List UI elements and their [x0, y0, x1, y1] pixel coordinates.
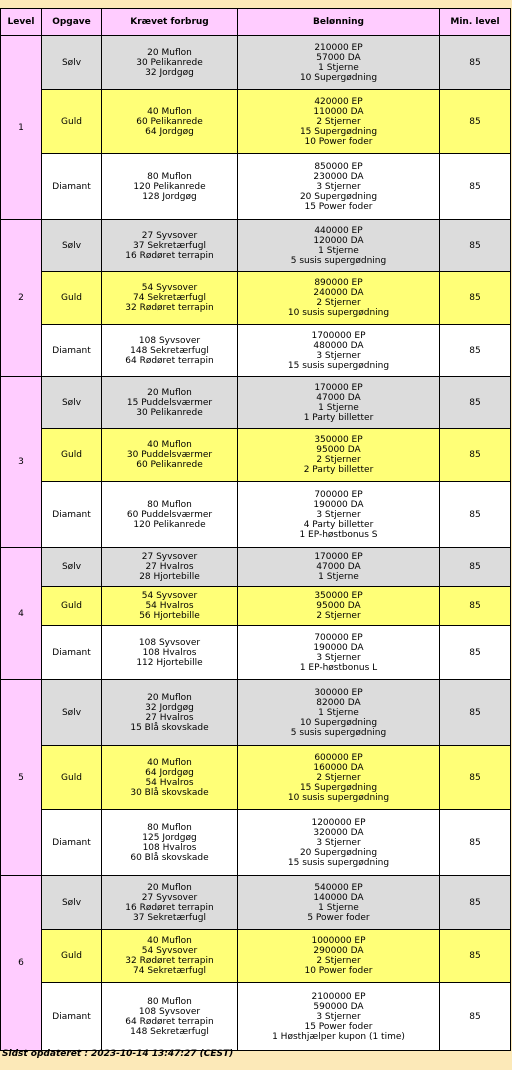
- requirement-item: 27 Hvalros: [145, 712, 194, 723]
- requirement-item: 125 Jordgøg: [142, 832, 197, 843]
- kraevet-forbrug-cell: [102, 680, 238, 746]
- reward-item: 350000 EP: [314, 591, 363, 601]
- reward-item: 1000000 EP: [311, 936, 366, 946]
- reward-item: 20 Supergødning: [299, 847, 378, 858]
- reward-item: 1 Høsthjælper kupon (1 time): [272, 1031, 405, 1042]
- requirement-item: 60 Pelikanrede: [136, 460, 203, 470]
- requirement-item: 20 Muflon: [147, 882, 192, 893]
- requirement-item: 120 Pelikanrede: [133, 519, 206, 530]
- reward-item: 47000 DA: [316, 392, 361, 403]
- reward-item: 480000 DA: [313, 340, 364, 351]
- requirement-item: 64 Rødøret terrapin: [125, 1016, 214, 1027]
- requirement-item: 60 Blå skovskade: [130, 852, 209, 863]
- requirement-item: 30 Pelikanrede: [136, 57, 203, 68]
- table-row: [1, 377, 511, 429]
- requirement-item: 30 Puddelsværmer: [126, 450, 213, 460]
- kraevet-forbrug-cell: [102, 377, 238, 429]
- requirement-item: 148 Sekretærfugl: [130, 1026, 209, 1037]
- reward-item: 1 EP-høstbonus L: [299, 662, 378, 673]
- belonning-cell: [238, 680, 440, 746]
- belonning-cell: [238, 220, 440, 272]
- belonning-cell: [238, 377, 440, 429]
- requirement-item: 27 Syvsover: [141, 892, 198, 903]
- requirement-item: 40 Muflon: [147, 440, 192, 450]
- requirement-item: 37 Sekretærfugl: [133, 912, 206, 923]
- min-level-cell: 85: [440, 325, 511, 377]
- requirement-item: 74 Sekretærfugl: [133, 966, 206, 976]
- reward-item: 2100000 EP: [311, 991, 366, 1002]
- table-row: [1, 429, 511, 482]
- requirement-item: 80 Muflon: [147, 171, 192, 182]
- header-kraevet-forbrug: Krævet forbrug: [102, 9, 238, 36]
- opgave-cell: Diamant: [42, 154, 102, 220]
- min-level-cell: 85: [440, 746, 511, 810]
- reward-item: 5 Power foder: [307, 912, 370, 923]
- requirement-item: 80 Muflon: [147, 822, 192, 833]
- reward-item: 160000 DA: [313, 762, 364, 773]
- requirement-item: 64 Rødøret terrapin: [125, 355, 214, 366]
- min-level-cell: 85: [440, 626, 511, 680]
- reward-item: 3 Stjerner: [316, 350, 361, 361]
- opgave-cell: Sølv: [42, 680, 102, 746]
- belonning-cell: [238, 154, 440, 220]
- reward-item: 15 Supergødning: [299, 126, 378, 137]
- requirement-item: 20 Muflon: [147, 47, 192, 58]
- reward-item: 10 susis supergødning: [287, 308, 390, 318]
- reward-item: 3 Stjerner: [316, 509, 361, 520]
- level-cell: 1: [1, 36, 42, 220]
- reward-item: 10 Supergødning: [299, 717, 378, 728]
- requirement-item: 30 Pelikanrede: [136, 407, 203, 418]
- level-cell: 4: [1, 548, 42, 680]
- opgave-cell: Sølv: [42, 548, 102, 587]
- reward-item: 890000 EP: [314, 278, 363, 288]
- belonning-cell: [238, 36, 440, 90]
- requirement-item: 80 Muflon: [147, 499, 192, 510]
- reward-item: 440000 EP: [314, 225, 363, 236]
- kraevet-forbrug-cell: [102, 746, 238, 810]
- requirement-item: 108 Syvsover: [138, 335, 201, 346]
- opgave-cell: Guld: [42, 272, 102, 325]
- level-cell: 5: [1, 680, 42, 876]
- reward-item: 15 susis supergødning: [287, 857, 390, 868]
- table-row: [1, 325, 511, 377]
- reward-item: 1200000 EP: [311, 817, 366, 828]
- requirement-item: 108 Syvsover: [138, 637, 201, 648]
- belonning-cell: [238, 876, 440, 930]
- reward-item: 290000 DA: [313, 946, 364, 956]
- header-min-level: Min. level: [440, 9, 511, 36]
- reward-item: 230000 DA: [313, 171, 364, 182]
- requirement-item: 128 Jordgøg: [142, 191, 197, 202]
- table-row: [1, 36, 511, 90]
- belonning-cell: [238, 983, 440, 1051]
- requirement-item: 20 Muflon: [147, 692, 192, 703]
- requirement-item: 148 Sekretærfugl: [130, 345, 209, 356]
- kraevet-forbrug-cell: [102, 876, 238, 930]
- reward-item: 300000 EP: [314, 687, 363, 698]
- opgave-cell: Diamant: [42, 983, 102, 1051]
- min-level-cell: 85: [440, 272, 511, 325]
- reward-item: 10 susis supergødning: [287, 792, 390, 803]
- kraevet-forbrug-cell: [102, 90, 238, 154]
- header-row: [1, 9, 511, 36]
- reward-item: 2 Stjerner: [316, 956, 361, 966]
- reward-item: 10 Supergødning: [299, 72, 378, 83]
- requirement-item: 56 Hjortebille: [139, 611, 200, 621]
- opgave-cell: Sølv: [42, 220, 102, 272]
- min-level-cell: 85: [440, 36, 511, 90]
- requirement-item: 60 Pelikanrede: [136, 116, 203, 127]
- requirement-item: 54 Syvsover: [141, 591, 198, 601]
- opgave-cell: Guld: [42, 746, 102, 810]
- reward-item: 95000 DA: [316, 601, 361, 611]
- table-body: [1, 36, 511, 1051]
- opgave-cell: Diamant: [42, 325, 102, 377]
- last-updated: Sidst opdateret : 2023-10-14 13:47:27 (CEST): [2, 1049, 234, 1059]
- table-row: [1, 220, 511, 272]
- reward-item: 110000 DA: [313, 106, 364, 117]
- requirement-item: 54 Syvsover: [141, 946, 198, 956]
- level-cell: 2: [1, 220, 42, 377]
- table-row: [1, 680, 511, 746]
- kraevet-forbrug-cell: [102, 930, 238, 983]
- belonning-cell: [238, 930, 440, 983]
- belonning-cell: [238, 746, 440, 810]
- reward-item: 3 Stjerner: [316, 1011, 361, 1022]
- reward-item: 700000 EP: [314, 489, 363, 500]
- kraevet-forbrug-cell: [102, 810, 238, 876]
- requirement-item: 27 Syvsover: [141, 552, 198, 562]
- belonning-cell: [238, 587, 440, 626]
- reward-item: 170000 EP: [314, 552, 363, 562]
- reward-item: 15 susis supergødning: [287, 360, 390, 371]
- reward-item: 2 Stjerner: [316, 455, 361, 465]
- requirement-item: 32 Rødøret terrapin: [125, 303, 214, 313]
- requirement-item: 54 Hvalros: [145, 601, 194, 611]
- opgave-cell: Guld: [42, 429, 102, 482]
- header-belonning: Belønning: [238, 9, 440, 36]
- belonning-cell: [238, 429, 440, 482]
- min-level-cell: 85: [440, 90, 511, 154]
- reward-item: 2 Stjerner: [316, 298, 361, 308]
- requirement-item: 40 Muflon: [147, 936, 192, 946]
- reward-item: 95000 DA: [316, 445, 361, 455]
- opgave-cell: Guld: [42, 930, 102, 983]
- reward-item: 1 Party billetter: [303, 412, 374, 423]
- reward-item: 5 susis supergødning: [290, 727, 387, 738]
- belonning-cell: [238, 325, 440, 377]
- table-row: [1, 548, 511, 587]
- requirement-item: 16 Rødøret terrapin: [125, 902, 214, 913]
- min-level-cell: 85: [440, 930, 511, 983]
- kraevet-forbrug-cell: [102, 36, 238, 90]
- requirement-item: 64 Jordgøg: [145, 126, 194, 137]
- requirement-item: 40 Muflon: [147, 106, 192, 117]
- opgave-cell: Sølv: [42, 36, 102, 90]
- level-cell: 6: [1, 876, 42, 1051]
- reward-item: 1700000 EP: [311, 330, 366, 341]
- opgave-cell: Guld: [42, 587, 102, 626]
- table-row: [1, 876, 511, 930]
- reward-item: 1 Stjerne: [318, 707, 359, 718]
- reward-item: 700000 EP: [314, 632, 363, 643]
- requirement-item: 108 Hvalros: [142, 842, 197, 853]
- min-level-cell: 85: [440, 680, 511, 746]
- min-level-cell: 85: [440, 220, 511, 272]
- min-level-cell: 85: [440, 482, 511, 548]
- reward-item: 1 Stjerne: [318, 62, 359, 73]
- reward-item: 15 Power foder: [304, 201, 373, 212]
- reward-item: 2 Party billetter: [303, 465, 374, 475]
- reward-item: 47000 DA: [316, 562, 361, 572]
- reward-item: 1 EP-høstbonus S: [299, 529, 378, 540]
- reward-item: 2 Stjerner: [316, 772, 361, 783]
- kraevet-forbrug-cell: [102, 272, 238, 325]
- reward-item: 850000 EP: [314, 161, 363, 172]
- kraevet-forbrug-cell: [102, 548, 238, 587]
- rewards-table: [0, 8, 511, 1051]
- belonning-cell: [238, 810, 440, 876]
- kraevet-forbrug-cell: [102, 154, 238, 220]
- header-level: Level: [1, 9, 42, 36]
- min-level-cell: 85: [440, 587, 511, 626]
- reward-item: 4 Party billetter: [303, 519, 374, 530]
- kraevet-forbrug-cell: [102, 983, 238, 1051]
- kraevet-forbrug-cell: [102, 587, 238, 626]
- kraevet-forbrug-cell: [102, 325, 238, 377]
- table-row: [1, 983, 511, 1051]
- min-level-cell: 85: [440, 983, 511, 1051]
- min-level-cell: 85: [440, 429, 511, 482]
- reward-item: 190000 DA: [313, 499, 364, 510]
- opgave-cell: Sølv: [42, 377, 102, 429]
- requirement-item: 112 Hjortebille: [136, 657, 203, 668]
- belonning-cell: [238, 626, 440, 680]
- requirement-item: 54 Hvalros: [145, 777, 194, 788]
- requirement-item: 32 Jordgøg: [145, 67, 194, 78]
- level-cell: 3: [1, 377, 42, 548]
- min-level-cell: 85: [440, 548, 511, 587]
- table-row: [1, 587, 511, 626]
- requirement-item: 74 Sekretærfugl: [133, 293, 206, 303]
- opgave-cell: Diamant: [42, 626, 102, 680]
- reward-item: 10 Power foder: [304, 966, 373, 976]
- table-row: [1, 810, 511, 876]
- reward-item: 590000 DA: [313, 1001, 364, 1012]
- reward-item: 15 Supergødning: [299, 782, 378, 793]
- kraevet-forbrug-cell: [102, 626, 238, 680]
- min-level-cell: 85: [440, 154, 511, 220]
- opgave-cell: Diamant: [42, 482, 102, 548]
- requirement-item: 15 Puddelsværmer: [126, 397, 213, 408]
- requirement-item: 32 Rødøret terrapin: [125, 956, 214, 966]
- reward-item: 20 Supergødning: [299, 191, 378, 202]
- reward-item: 3 Stjerner: [316, 837, 361, 848]
- min-level-cell: 85: [440, 377, 511, 429]
- requirement-item: 15 Blå skovskade: [130, 722, 209, 733]
- reward-item: 540000 EP: [314, 882, 363, 893]
- table-row: [1, 746, 511, 810]
- reward-item: 2 Stjerner: [316, 116, 361, 127]
- reward-item: 5 susis supergødning: [290, 255, 387, 266]
- reward-item: 350000 EP: [314, 435, 363, 445]
- reward-item: 600000 EP: [314, 752, 363, 763]
- reward-item: 420000 EP: [314, 96, 363, 107]
- reward-item: 2 Stjerner: [316, 611, 361, 621]
- requirement-item: 20 Muflon: [147, 387, 192, 398]
- reward-item: 1 Stjerne: [318, 902, 359, 913]
- requirement-item: 37 Sekretærfugl: [133, 240, 206, 251]
- belonning-cell: [238, 272, 440, 325]
- requirement-item: 16 Rødøret terrapin: [125, 250, 214, 261]
- requirement-item: 64 Jordgøg: [145, 767, 194, 778]
- reward-item: 10 Power foder: [304, 136, 373, 147]
- reward-item: 320000 DA: [313, 827, 364, 838]
- requirement-item: 108 Hvalros: [142, 647, 197, 658]
- kraevet-forbrug-cell: [102, 429, 238, 482]
- requirement-item: 30 Blå skovskade: [130, 787, 209, 798]
- min-level-cell: 85: [440, 876, 511, 930]
- reward-item: 190000 DA: [313, 642, 364, 653]
- requirement-item: 120 Pelikanrede: [133, 181, 206, 192]
- reward-item: 3 Stjerner: [316, 181, 361, 192]
- requirement-item: 27 Hvalros: [145, 562, 194, 572]
- requirement-item: 80 Muflon: [147, 996, 192, 1007]
- reward-item: 240000 DA: [313, 288, 364, 298]
- belonning-cell: [238, 482, 440, 548]
- table-row: [1, 272, 511, 325]
- requirement-item: 54 Syvsover: [141, 283, 198, 293]
- reward-item: 140000 DA: [313, 892, 364, 903]
- table-row: [1, 930, 511, 983]
- min-level-cell: 85: [440, 810, 511, 876]
- requirement-item: 60 Puddelsværmer: [126, 509, 213, 520]
- requirement-item: 40 Muflon: [147, 757, 192, 768]
- table-row: [1, 154, 511, 220]
- reward-item: 57000 DA: [316, 52, 361, 63]
- belonning-cell: [238, 548, 440, 587]
- requirement-item: 32 Jordgøg: [145, 702, 194, 713]
- opgave-cell: Guld: [42, 90, 102, 154]
- requirement-item: 108 Syvsover: [138, 1006, 201, 1017]
- reward-item: 3 Stjerner: [316, 652, 361, 663]
- kraevet-forbrug-cell: [102, 482, 238, 548]
- reward-item: 170000 EP: [314, 382, 363, 393]
- requirement-item: 27 Syvsover: [141, 230, 198, 241]
- reward-item: 1 Stjerne: [318, 572, 359, 582]
- table-row: [1, 90, 511, 154]
- reward-item: 15 Power foder: [304, 1021, 373, 1032]
- reward-item: 82000 DA: [316, 697, 361, 708]
- opgave-cell: Sølv: [42, 876, 102, 930]
- kraevet-forbrug-cell: [102, 220, 238, 272]
- requirement-item: 28 Hjortebille: [139, 572, 200, 582]
- reward-item: 1 Stjerne: [318, 245, 359, 256]
- table-row: [1, 626, 511, 680]
- table-row: [1, 482, 511, 548]
- opgave-cell: Diamant: [42, 810, 102, 876]
- header-opgave: Opgave: [42, 9, 102, 36]
- reward-item: 120000 DA: [313, 235, 364, 246]
- belonning-cell: [238, 90, 440, 154]
- reward-item: 210000 EP: [314, 42, 363, 53]
- reward-item: 1 Stjerne: [318, 402, 359, 413]
